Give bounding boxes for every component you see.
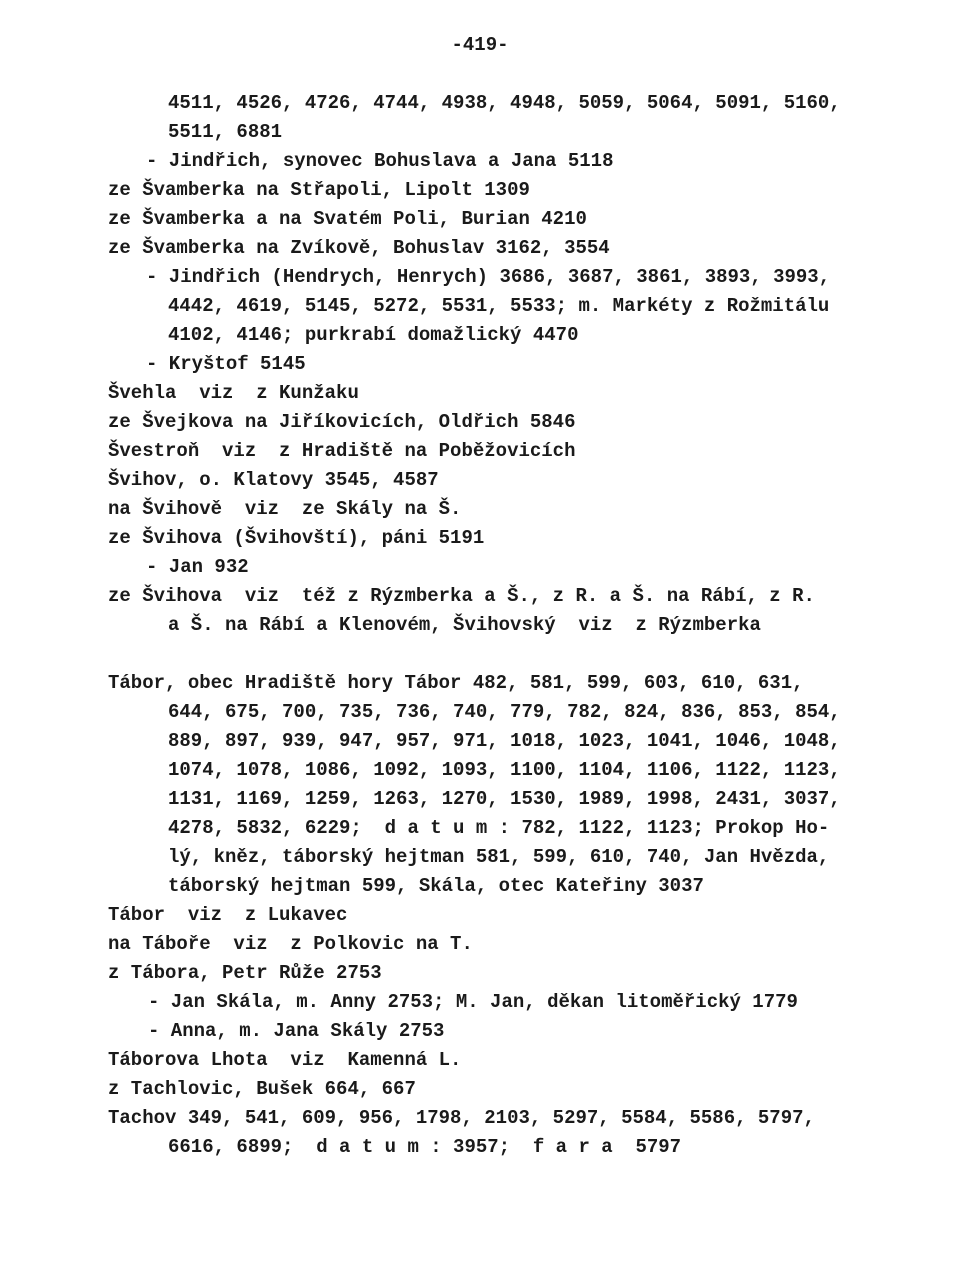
index-line: na Švihově viz ze Skály na Š. bbox=[108, 498, 462, 520]
index-line: lý, kněz, táborský hejtman 581, 599, 610, 740, Jan Hvězda, bbox=[168, 846, 830, 868]
index-line: na Táboře viz z Polkovic na T. bbox=[108, 933, 473, 955]
index-line: Švestroň viz z Hradiště na Poběžovicích bbox=[108, 440, 576, 462]
index-line: - Jindřich (Hendrych, Henrych) 3686, 3687, 3861, 3893, 3993, bbox=[146, 266, 831, 288]
index-line: - Jindřich, synovec Bohuslava a Jana 5118 bbox=[146, 150, 614, 172]
index-line: 1131, 1169, 1259, 1263, 1270, 1530, 1989, 1998, 2431, 3037, bbox=[168, 788, 841, 810]
index-line: Táborova Lhota viz Kamenná L. bbox=[108, 1049, 462, 1071]
page-number: -419- bbox=[451, 34, 509, 56]
index-line: ze Švamberka na Střapoli, Lipolt 1309 bbox=[108, 179, 530, 201]
index-line: 889, 897, 939, 947, 957, 971, 1018, 1023, 1041, 1046, 1048, bbox=[168, 730, 841, 752]
index-line: Tábor, obec Hradiště hory Tábor 482, 581, 599, 603, 610, 631, bbox=[108, 672, 804, 694]
index-line: Švihov, o. Klatovy 3545, 4587 bbox=[108, 469, 439, 491]
index-line: táborský hejtman 599, Skála, otec Kateřiny 3037 bbox=[168, 875, 704, 897]
index-line: a Š. na Rábí a Klenovém, Švihovský viz z Rýzmberka bbox=[168, 614, 761, 636]
index-line: 4278, 5832, 6229; d a t u m : 782, 1122, 1123; Prokop Ho- bbox=[168, 817, 830, 839]
index-line: 4102, 4146; purkrabí domažlický 4470 bbox=[168, 324, 579, 346]
index-line: ze Švihova (Švihovští), páni 5191 bbox=[108, 527, 485, 549]
index-line: 1074, 1078, 1086, 1092, 1093, 1100, 1104, 1106, 1122, 1123, bbox=[168, 759, 841, 781]
index-line: - Anna, m. Jana Skály 2753 bbox=[148, 1020, 445, 1042]
index-line: ze Švamberka a na Svatém Poli, Burian 4210 bbox=[108, 208, 587, 230]
index-line: ze Švihova viz též z Rýzmberka a Š., z R. a Š. na Rábí, z R. bbox=[108, 585, 815, 607]
index-line: 644, 675, 700, 735, 736, 740, 779, 782, 824, 836, 853, 854, bbox=[168, 701, 841, 723]
index-line: 5511, 6881 bbox=[168, 121, 283, 143]
index-line: z Tachlovic, Bušek 664, 667 bbox=[108, 1078, 416, 1100]
index-line: 6616, 6899; d a t u m : 3957; f a r a 5797 bbox=[168, 1136, 682, 1158]
index-line: Tachov 349, 541, 609, 956, 1798, 2103, 5297, 5584, 5586, 5797, bbox=[108, 1107, 815, 1129]
index-line: 4442, 4619, 5145, 5272, 5531, 5533; m. Markéty z Rožmitálu bbox=[168, 295, 830, 317]
index-line: z Tábora, Petr Růže 2753 bbox=[108, 962, 382, 984]
index-line: - Kryštof 5145 bbox=[146, 353, 306, 375]
index-line: - Jan 932 bbox=[146, 556, 249, 578]
index-line: 4511, 4526, 4726, 4744, 4938, 4948, 5059, 5064, 5091, 5160, bbox=[168, 92, 841, 114]
index-line: - Jan Skála, m. Anny 2753; M. Jan, děkan litoměřický 1779 bbox=[148, 991, 798, 1013]
index-line: ze Švamberka na Zvíkově, Bohuslav 3162, 3554 bbox=[108, 237, 610, 259]
index-line: ze Švejkova na Jiříkovicích, Oldřich 5846 bbox=[108, 411, 576, 433]
index-line: Švehla viz z Kunžaku bbox=[108, 382, 359, 404]
index-line: Tábor viz z Lukavec bbox=[108, 904, 348, 926]
